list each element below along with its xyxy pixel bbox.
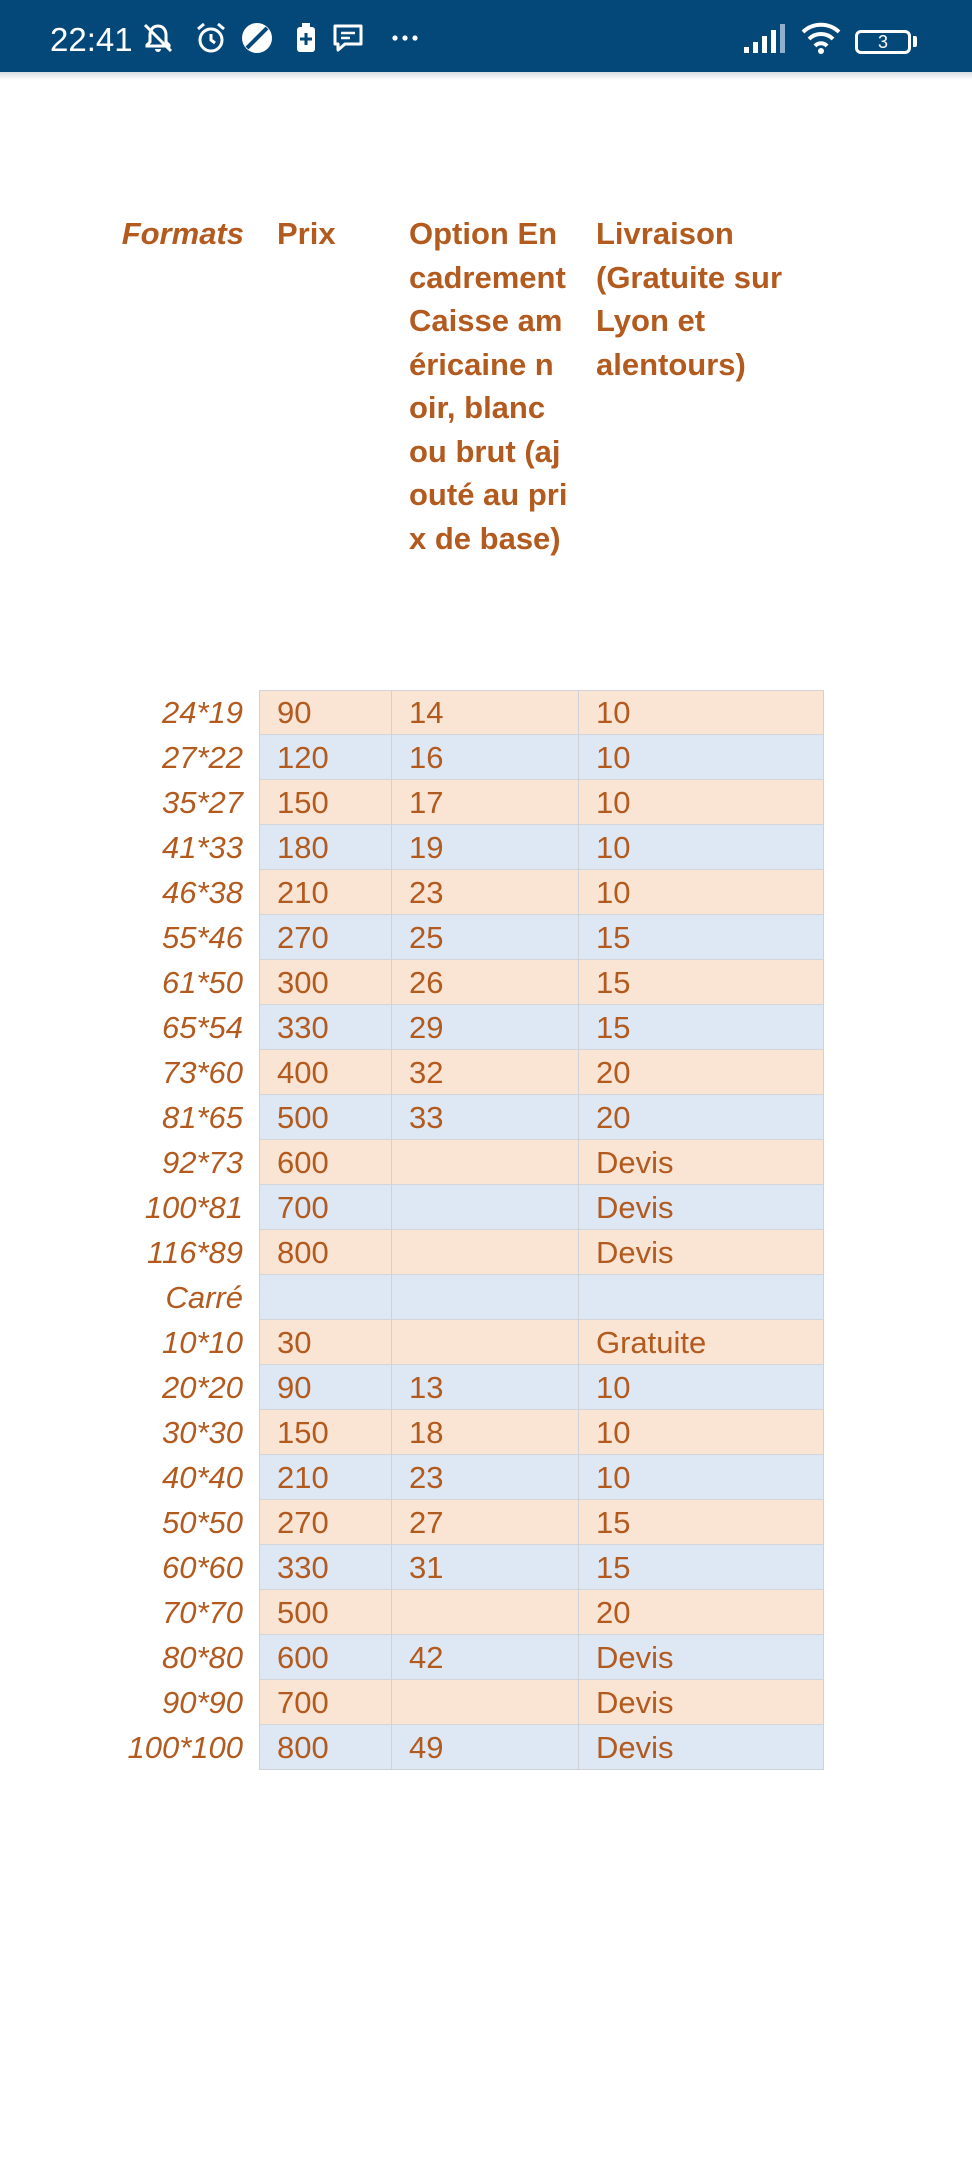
column-divider	[578, 870, 579, 915]
column-divider	[578, 780, 579, 825]
table-row	[0, 735, 972, 780]
row-background	[259, 1095, 824, 1140]
row-background	[259, 1725, 824, 1770]
cell-format: 92*73	[161, 1145, 243, 1180]
column-divider	[391, 1275, 392, 1320]
cell-option: 27	[409, 1505, 444, 1540]
cell-prix: 90	[277, 1370, 312, 1405]
cell-format: 100*81	[144, 1190, 243, 1225]
column-divider	[578, 1185, 579, 1230]
column-divider	[391, 915, 392, 960]
column-divider	[391, 1185, 392, 1230]
column-divider	[391, 1095, 392, 1140]
header-formats: Formats	[121, 216, 244, 251]
battery-tip	[913, 36, 917, 47]
column-divider	[578, 825, 579, 870]
status-bar	[0, 0, 972, 72]
clock: 22:41	[50, 21, 133, 58]
cell-prix: 270	[277, 920, 329, 955]
column-divider	[391, 1455, 392, 1500]
cell-livraison: 20	[596, 1595, 631, 1630]
table-row	[0, 960, 972, 1005]
column-divider	[391, 1230, 392, 1275]
cell-option: 29	[409, 1010, 444, 1045]
row-background	[259, 1230, 824, 1275]
column-divider	[391, 960, 392, 1005]
column-divider	[391, 1500, 392, 1545]
cell-prix: 210	[277, 1460, 329, 1495]
column-divider	[391, 690, 392, 735]
row-background	[259, 1050, 824, 1095]
row-background	[259, 960, 824, 1005]
cell-prix: 300	[277, 965, 329, 1000]
table-row	[0, 1635, 972, 1680]
cell-livraison: 10	[596, 740, 631, 775]
row-background	[259, 1410, 824, 1455]
cell-livraison: Gratuite	[596, 1325, 707, 1360]
row-background	[259, 1455, 824, 1500]
table-row	[0, 1050, 972, 1095]
cell-format: 46*38	[161, 875, 243, 910]
cell-prix: 500	[277, 1100, 329, 1135]
row-background	[259, 1635, 824, 1680]
cell-option: 18	[409, 1415, 444, 1450]
column-divider	[391, 735, 392, 780]
table-row	[0, 1455, 972, 1500]
table-row	[0, 780, 972, 825]
cell-format: 24*19	[161, 695, 243, 730]
cell-format: 116*89	[147, 1235, 243, 1270]
column-divider	[391, 1365, 392, 1410]
column-divider	[578, 1590, 579, 1635]
cell-format: 35*27	[161, 785, 243, 820]
column-divider	[578, 1365, 579, 1410]
battery-saver-icon	[288, 20, 324, 56]
table-row	[0, 1275, 972, 1320]
cell-format: 90*90	[161, 1685, 243, 1720]
column-divider	[578, 1005, 579, 1050]
table-row	[0, 1680, 972, 1725]
cell-prix: 150	[277, 1415, 329, 1450]
cell-livraison: 15	[596, 1505, 631, 1540]
cell-option: 19	[409, 830, 444, 865]
column-divider	[578, 1545, 579, 1590]
column-divider	[391, 1635, 392, 1680]
table-row	[0, 1185, 972, 1230]
cell-format: 30*30	[161, 1415, 243, 1450]
cell-prix: 180	[277, 830, 329, 865]
cell-prix: 330	[277, 1010, 329, 1045]
column-divider	[578, 1410, 579, 1455]
cell-format: 61*50	[161, 965, 243, 1000]
cell-livraison: Devis	[596, 1640, 674, 1675]
table-row	[0, 1140, 972, 1185]
cell-livraison: 15	[596, 965, 631, 1000]
cell-livraison: 10	[596, 830, 631, 865]
table-row	[0, 825, 972, 870]
column-divider	[578, 690, 579, 735]
column-divider	[391, 1410, 392, 1455]
column-divider	[391, 1140, 392, 1185]
cell-option: 17	[409, 785, 444, 820]
cell-prix: 30	[277, 1325, 312, 1360]
column-divider	[578, 1500, 579, 1545]
cell-prix: 150	[277, 785, 329, 820]
cell-prix: 600	[277, 1145, 329, 1180]
cell-format: 73*60	[161, 1055, 243, 1090]
row-background	[259, 1680, 824, 1725]
cell-option: 42	[409, 1640, 444, 1675]
table-row	[0, 1095, 972, 1140]
cell-format: 41*33	[161, 830, 243, 865]
column-divider	[578, 1140, 579, 1185]
column-divider	[578, 915, 579, 960]
cell-format: 50*50	[161, 1505, 243, 1540]
signal-icon	[742, 20, 790, 56]
column-divider	[391, 1050, 392, 1095]
row-background	[259, 690, 824, 735]
cell-livraison: Devis	[596, 1190, 674, 1225]
cell-livraison: 10	[596, 1370, 631, 1405]
table-row	[0, 1320, 972, 1365]
column-divider	[578, 1050, 579, 1095]
row-background	[259, 1545, 824, 1590]
table-row	[0, 1005, 972, 1050]
cell-format: 27*22	[161, 740, 243, 775]
column-divider	[578, 1320, 579, 1365]
row-background	[259, 915, 824, 960]
column-divider	[578, 735, 579, 780]
cell-format: 81*65	[161, 1100, 243, 1135]
row-background	[259, 735, 824, 780]
cell-format: 60*60	[161, 1550, 243, 1585]
table-row	[0, 870, 972, 915]
column-divider	[391, 870, 392, 915]
cell-option: 32	[409, 1055, 444, 1090]
cell-option: 14	[409, 695, 444, 730]
cell-livraison: 15	[596, 1550, 631, 1585]
cell-livraison: 15	[596, 920, 631, 955]
column-divider	[578, 1230, 579, 1275]
table-row	[0, 1500, 972, 1545]
row-background	[259, 780, 824, 825]
cell-format: 80*80	[161, 1640, 243, 1675]
table-row	[0, 1545, 972, 1590]
cell-prix: 270	[277, 1505, 329, 1540]
cell-prix: 400	[277, 1055, 329, 1090]
column-divider	[391, 1545, 392, 1590]
column-divider	[391, 1320, 392, 1365]
cell-livraison: 20	[596, 1055, 631, 1090]
column-divider	[578, 1725, 579, 1770]
cell-format: 55*46	[161, 920, 243, 955]
table-row	[0, 1230, 972, 1275]
cell-livraison: 10	[596, 875, 631, 910]
cell-livraison: 10	[596, 695, 631, 730]
cell-option: 33	[409, 1100, 444, 1135]
column-divider	[391, 1590, 392, 1635]
cell-livraison: Devis	[596, 1235, 674, 1270]
cell-prix: 90	[277, 695, 312, 730]
battery-icon: 3	[855, 30, 911, 54]
cell-option: 49	[409, 1730, 444, 1765]
cell-format: 100*100	[127, 1730, 243, 1765]
cell-livraison: 10	[596, 1460, 631, 1495]
cell-livraison: 10	[596, 785, 631, 820]
column-divider	[578, 1275, 579, 1320]
row-background	[259, 870, 824, 915]
column-divider	[391, 825, 392, 870]
cell-prix: 330	[277, 1550, 329, 1585]
cell-format: 65*54	[161, 1010, 243, 1045]
column-divider	[578, 1095, 579, 1140]
column-divider	[391, 1005, 392, 1050]
row-background	[259, 1365, 824, 1410]
cell-option: 31	[409, 1550, 444, 1585]
table-row	[0, 1590, 972, 1635]
row-background	[259, 825, 824, 870]
cell-prix: 210	[277, 875, 329, 910]
chat-icon	[330, 20, 366, 56]
cell-livraison: 20	[596, 1100, 631, 1135]
row-background	[259, 1185, 824, 1230]
cell-format: 10*10	[161, 1325, 243, 1360]
cell-format: 70*70	[161, 1595, 243, 1630]
cell-livraison: Devis	[596, 1730, 674, 1765]
alarm-icon	[193, 20, 229, 56]
app-icon	[239, 20, 275, 56]
status-bar-shadow	[0, 72, 972, 80]
table-row	[0, 915, 972, 960]
row-background	[259, 1140, 824, 1185]
wifi-icon	[800, 20, 842, 56]
cell-prix: 800	[277, 1235, 329, 1270]
column-divider	[391, 1725, 392, 1770]
column-divider	[391, 780, 392, 825]
cell-option: 25	[409, 920, 444, 955]
cell-format: 40*40	[161, 1460, 243, 1495]
cell-prix: 700	[277, 1190, 329, 1225]
cell-option: 16	[409, 740, 444, 775]
row-background	[259, 1590, 824, 1635]
cell-option: 13	[409, 1370, 444, 1405]
row-background	[259, 1005, 824, 1050]
table-row	[0, 1725, 972, 1770]
column-divider	[391, 1680, 392, 1725]
row-background	[259, 1320, 824, 1365]
more-icon	[387, 20, 423, 56]
cell-format: 20*20	[161, 1370, 243, 1405]
cell-prix: 120	[277, 740, 329, 775]
column-divider	[578, 960, 579, 1005]
table-row	[0, 690, 972, 735]
header-option: Option Encadrement Caisse américaine noir, blanc ou brut (ajouté au prix de base)	[409, 216, 568, 556]
column-divider	[578, 1635, 579, 1680]
cell-livraison: 15	[596, 1010, 631, 1045]
cell-prix: 700	[277, 1685, 329, 1720]
cell-option: 23	[409, 875, 444, 910]
cell-option: 26	[409, 965, 444, 1000]
cell-livraison: Devis	[596, 1685, 674, 1720]
header-prix: Prix	[277, 216, 336, 251]
cell-prix: 500	[277, 1595, 329, 1630]
table-row	[0, 1410, 972, 1455]
column-divider	[578, 1680, 579, 1725]
cell-format: Carré	[165, 1280, 243, 1315]
row-background	[259, 1500, 824, 1545]
cell-option: 23	[409, 1460, 444, 1495]
cell-prix: 600	[277, 1640, 329, 1675]
row-background	[259, 1275, 824, 1320]
cell-prix: 800	[277, 1730, 329, 1765]
table-row	[0, 1365, 972, 1410]
cell-livraison: Devis	[596, 1145, 674, 1180]
muted-notifications-icon	[140, 20, 176, 56]
cell-livraison: 10	[596, 1415, 631, 1450]
header-livraison: Livraison (Gratuite sur Lyon et alentours)	[596, 216, 783, 382]
column-divider	[578, 1455, 579, 1500]
